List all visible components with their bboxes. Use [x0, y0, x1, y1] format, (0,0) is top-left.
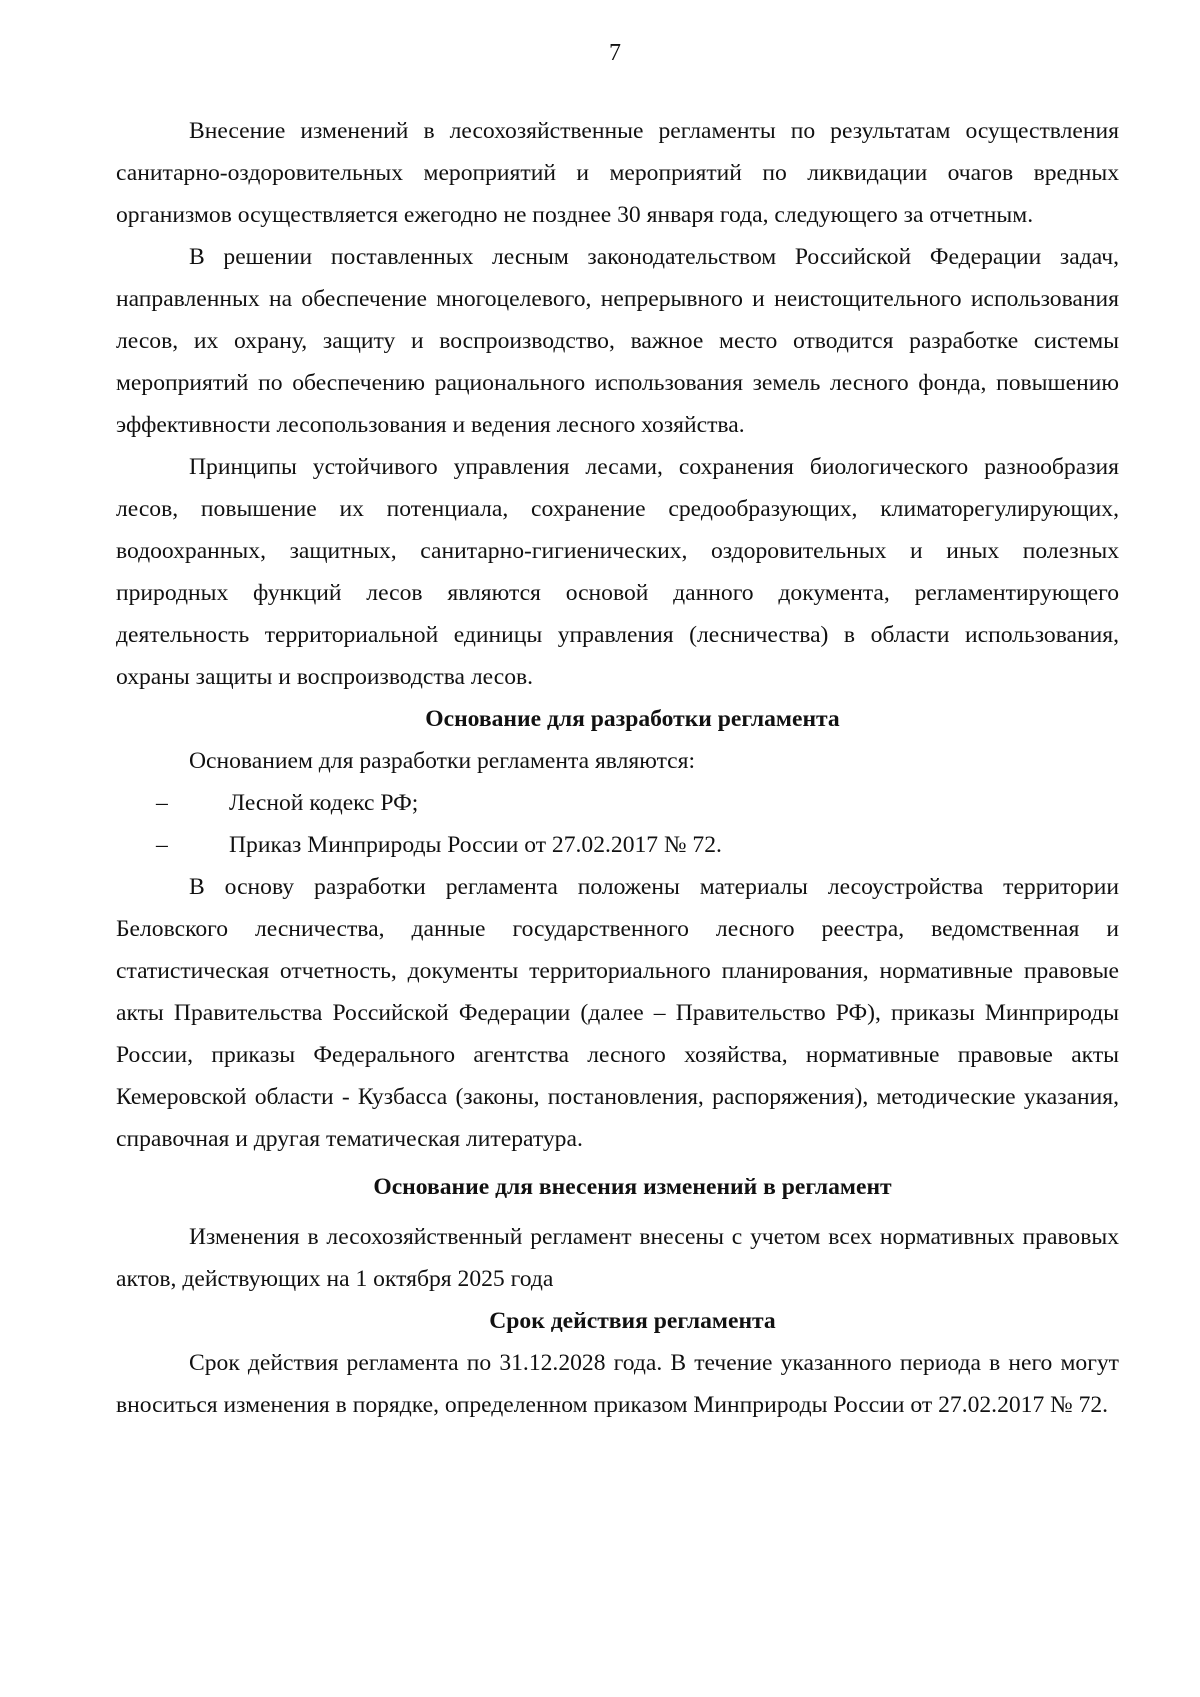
- list-item-text: Приказ Минприроды России от 27.02.2017 № 72.: [229, 832, 722, 858]
- paragraph-regulation-changes: Внесение изменений в лесохозяйственные регламенты по результатам осуществления санитарно-оздоровительных мероприятий и мероприятий по ликвидации очагов вредных организмов осуществляется ежегодно не позднее 30 января года, следующего за отчетным.: [116, 118, 1119, 228]
- paragraph-sustainable-management: Принципы устойчивого управления лесами, сохранения биологического разнообразия лесов, повышение их потенциала, сохранение средообразующих, климаторегулирующих, водоохранных, защитных, санитарно-гигиенических, оздоровительных и иных полезных природных функций лесов являются основой данного документа, регламентирующего деятельность территориальной единицы управления (лесничества) в области использования, охраны защиты и воспроизводства лесов.: [116, 454, 1119, 690]
- heading-validity-term: Срок действия регламента: [489, 1308, 776, 1334]
- dash-marker: –: [156, 832, 168, 858]
- paragraph-validity-term: Срок действия регламента по 31.12.2028 года. В течение указанного периода в него могут вноситься изменения в порядке, определенном приказом Минприроды России от 27.02.2017 № 72.: [116, 1350, 1119, 1418]
- list-item: [116, 782, 1119, 824]
- page-number: 7: [609, 40, 621, 66]
- dash-marker: –: [156, 790, 168, 816]
- paragraph-changes: Изменения в лесохозяйственный регламент внесены с учетом всех нормативных правовых актов, действующих на 1 октября 2025 года: [116, 1224, 1119, 1292]
- document-body: [116, 110, 1119, 1426]
- heading-basis-for-changes: Основание для внесения изменений в регламент: [373, 1174, 892, 1200]
- basis-list: [116, 782, 1119, 866]
- list-item: [116, 824, 1119, 866]
- paragraph-basis-materials: В основу разработки регламента положены материалы лесоустройства территории Беловского лесничества, данные государственного лесного реестра, ведомственная и статистическая отчетность, документы территориального планирования, нормативные правовые акты Правительства Российской Федерации (далее – Правительство РФ), приказы Минприроды России, приказы Федерального агентства лесного хозяйства, нормативные правовые акты Кемеровской области - Кузбасса (законы, постановления, распоряжения), методические указания, справочная и другая тематическая литература.: [116, 874, 1119, 1152]
- list-item-text: Лесной кодекс РФ;: [229, 790, 419, 816]
- paragraph-forest-legislation: В решении поставленных лесным законодательством Российской Федерации задач, направленных на обеспечение многоцелевого, непрерывного и неистощительного использования лесов, их охрану, защиту и воспроизводство, важное место отводится разработке системы мероприятий по обеспечению рационального использования земель лесного фонда, повышению эффективности лесопользования и ведения лесного хозяйства.: [116, 244, 1119, 438]
- heading-basis-for-development: Основание для разработки регламента: [425, 706, 840, 732]
- basis-intro: Основанием для разработки регламента являются:: [189, 748, 696, 774]
